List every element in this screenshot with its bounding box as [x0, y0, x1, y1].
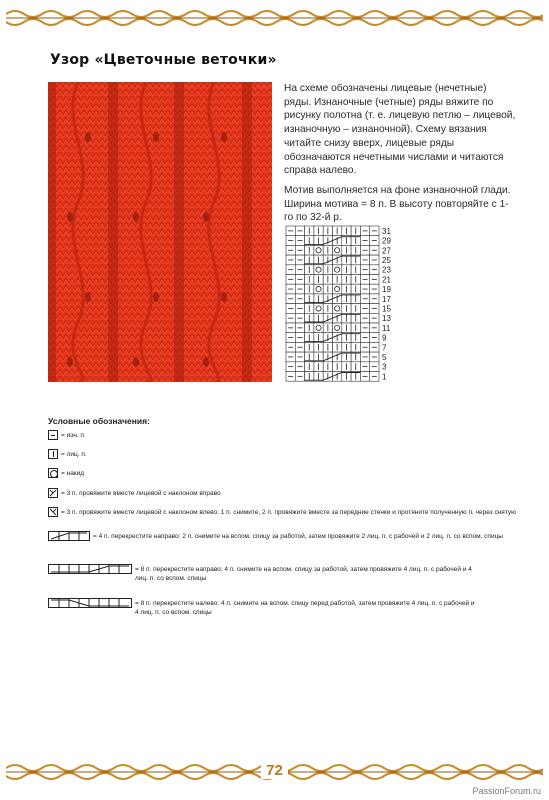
legend-item-purl: = изн. п. [48, 430, 86, 440]
legend-item-yarn-over: = накид [48, 468, 84, 478]
chart-cell [314, 284, 323, 294]
cable-8-right-icon [48, 564, 132, 574]
celtic-border-top [6, 8, 543, 28]
chart-cell [314, 245, 323, 255]
chart-row-number: 15 [382, 304, 391, 314]
legend-item-sk2p-left: = 3 п. провяжите вместе лицевой с наклоном влево: 1 п. снимите, 2 п. провяжите вместе за передние стенки и протяните полученную п. через снятую [48, 507, 516, 517]
legend-item-cable-4-right: = 4 п. перекрестите направо: 2 п. снимите на вспом. спицу за работой, затем провяжите 2 лиц. п. с рабочей и 2 лиц. п. со вспом. спицы [48, 531, 503, 541]
knitted-swatch-photo [48, 82, 272, 382]
watermark: PassionForum.ru [472, 786, 541, 796]
page-number-wrap [0, 762, 549, 779]
chart-row-number: 25 [382, 256, 391, 265]
chart-cell [333, 323, 342, 333]
chart-row-number: 11 [382, 323, 391, 333]
chart-row-number: 21 [382, 275, 391, 285]
description-paragraph-2: Мотив выполняется на фоне изнаночной глади. Ширина мотива = 8 п. В высоту повторяйте с 1-го по 32-й р. [284, 184, 511, 224]
cable-4-right-icon [48, 531, 90, 541]
chart-cell [314, 304, 323, 314]
chart-row-number: 13 [382, 314, 391, 324]
chart-row-number: 27 [382, 246, 391, 256]
legend-item-knit: = лиц. п. [48, 449, 87, 459]
legend-title: Условные обозначения: [48, 416, 150, 426]
description-paragraph-1: На схеме обозначены лицевые (нечетные) ряды. Изнаночные (четные) ряды вяжите по рисунку полотна (т. е. лицевую петлю – лицевой, изнаночную – изнаночной). Схему вязания читайте снизу вверх, лицевые ряды обозначаются нечетными числами и читаются справа налево. [284, 83, 516, 177]
k3tog-right-icon [48, 488, 58, 498]
yarn-over-icon [48, 468, 58, 478]
pattern-title: Узор «Цветочные веточки» [50, 52, 277, 68]
knitting-chart [285, 224, 395, 382]
legend-item-cable-8-left: = 8 п. перекрестите налево: 4 п. снимите на вспом. спицу перед работой, затем провяжите 4 лиц. п. с рабочей и 4 лиц. п. со вспом. спицы [48, 598, 475, 617]
chart-cell [314, 323, 323, 333]
chart-cell [333, 265, 342, 275]
chart-cell [333, 304, 342, 314]
chart-row-number: 17 [382, 294, 391, 304]
knit-bar-icon [48, 449, 58, 459]
purl-dash-icon [48, 430, 58, 440]
chart-cell [333, 284, 342, 294]
chart-row-number: 31 [382, 226, 391, 236]
chart-row-number: 3 [382, 362, 387, 372]
chart-cell [314, 265, 323, 275]
chart-grid [286, 226, 379, 381]
chart-row-number: 29 [382, 236, 391, 246]
chart-cell [333, 245, 342, 255]
chart-row-number: 19 [382, 285, 391, 295]
chart-row-number: 9 [382, 333, 387, 343]
page-number: 72 [261, 762, 288, 779]
legend-item-k3tog-right: = 3 п. провяжите вместе лицевой с наклоном вправо [48, 488, 221, 498]
legend-item-cable-8-right: = 8 п. перекрестите направо: 4 п. снимите на вспом. спицу за работой, затем провяжите 4 лиц. п. с рабочей и 4 лиц. п. со вспом. спицы [48, 564, 475, 583]
chart-row-number: 23 [382, 265, 391, 275]
sk2p-left-icon [48, 507, 58, 517]
chart-row-number: 5 [382, 353, 387, 362]
chart-row-number: 1 [382, 372, 387, 382]
chart-row-number: 7 [382, 343, 387, 353]
pattern-description [284, 82, 516, 231]
legend [48, 416, 518, 616]
cable-8-left-icon [48, 598, 132, 608]
